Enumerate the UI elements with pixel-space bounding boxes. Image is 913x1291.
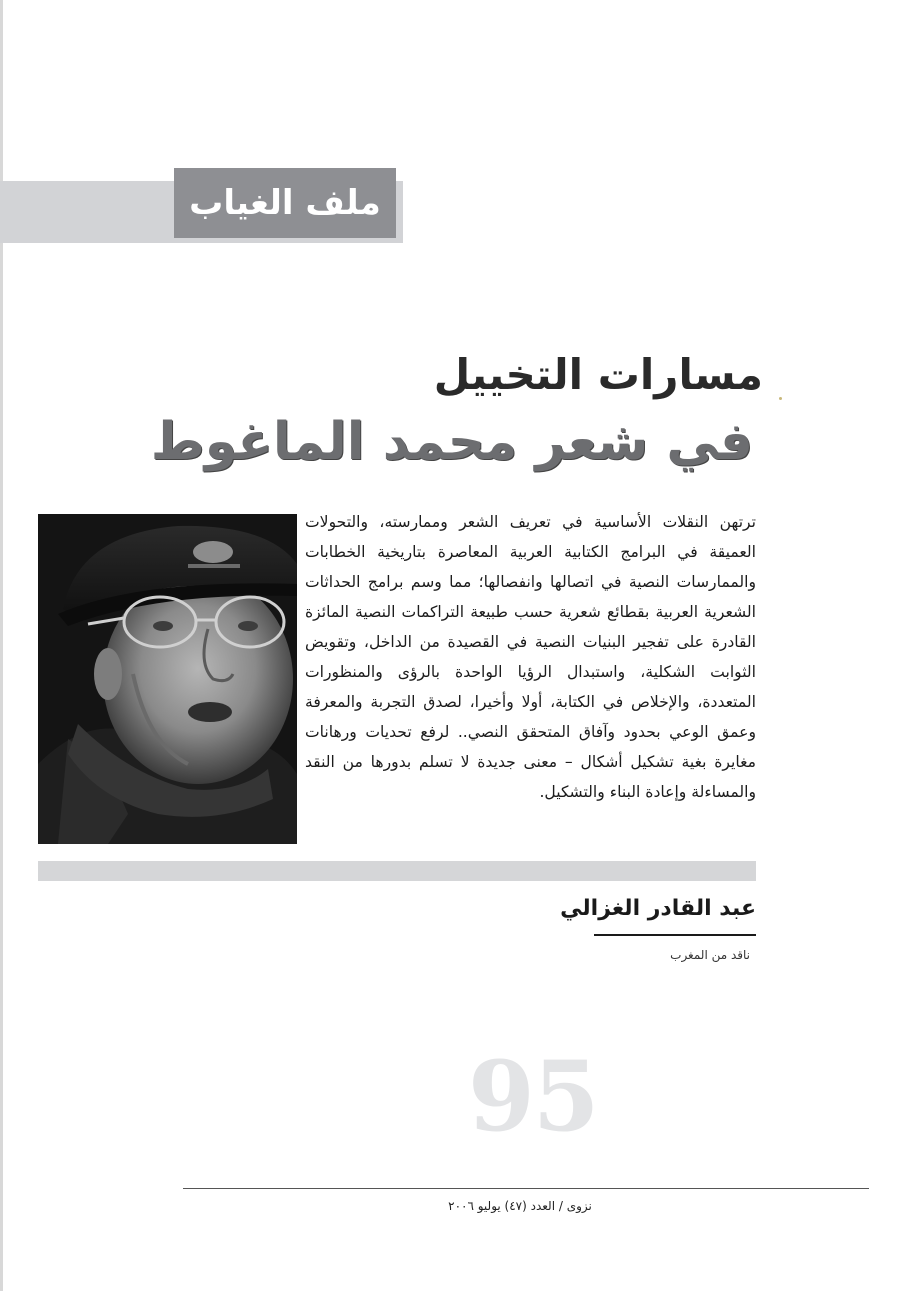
article-title: مسارات التخييل	[433, 350, 763, 399]
author-name: عبد القادر الغزالي	[560, 896, 756, 921]
decorative-dot	[779, 397, 782, 400]
section-header-box	[174, 168, 396, 238]
author-photo	[38, 514, 297, 844]
author-underline	[594, 934, 756, 936]
author-role: ناقد من المغرب	[670, 948, 750, 962]
footer-rule	[183, 1188, 869, 1189]
page-number: 95	[468, 1040, 598, 1153]
section-title: ملف الغياب	[189, 183, 381, 223]
article-body: ترتهن النقلات الأساسية في تعريف الشعر وممارسته، والتحولات العميقة في البرامج الكتابية العربية المعاصرة بتاريخية الخطابات والممارسات النصية في اتصالها وانفصالها؛ مما وسم برامج الحداثات الشعرية العربية بقطائع شعرية حسب طبيعة التراكمات النصية المائزة القادرة على تفجير البنيات النصية في القصيدة من الداخل، وتقويض الثوابت الشكلية، واستبدال الرؤيا الواحدة بالرؤى والمنظورات المتعددة، والإخلاص في الكتابة، أولا وأخيرا، لصدق التجربة والمعرفة وعمق الوعي بحدود وآفاق المتحقق النصي.. لرفع تحديات ورهانات مغايرة بغية تشكيل أشكال – معنى جديدة لا تسلم بدورها من النقد والمساءلة وإعادة البناء والتشكيل.	[305, 513, 756, 801]
footer-publication: نزوى / العدد (٤٧) يوليو ٢٠٠٦	[448, 1199, 592, 1213]
portrait-image	[38, 514, 297, 844]
divider-strip	[38, 861, 756, 881]
article-subtitle: في شعر محمد الماغوط	[150, 412, 753, 472]
